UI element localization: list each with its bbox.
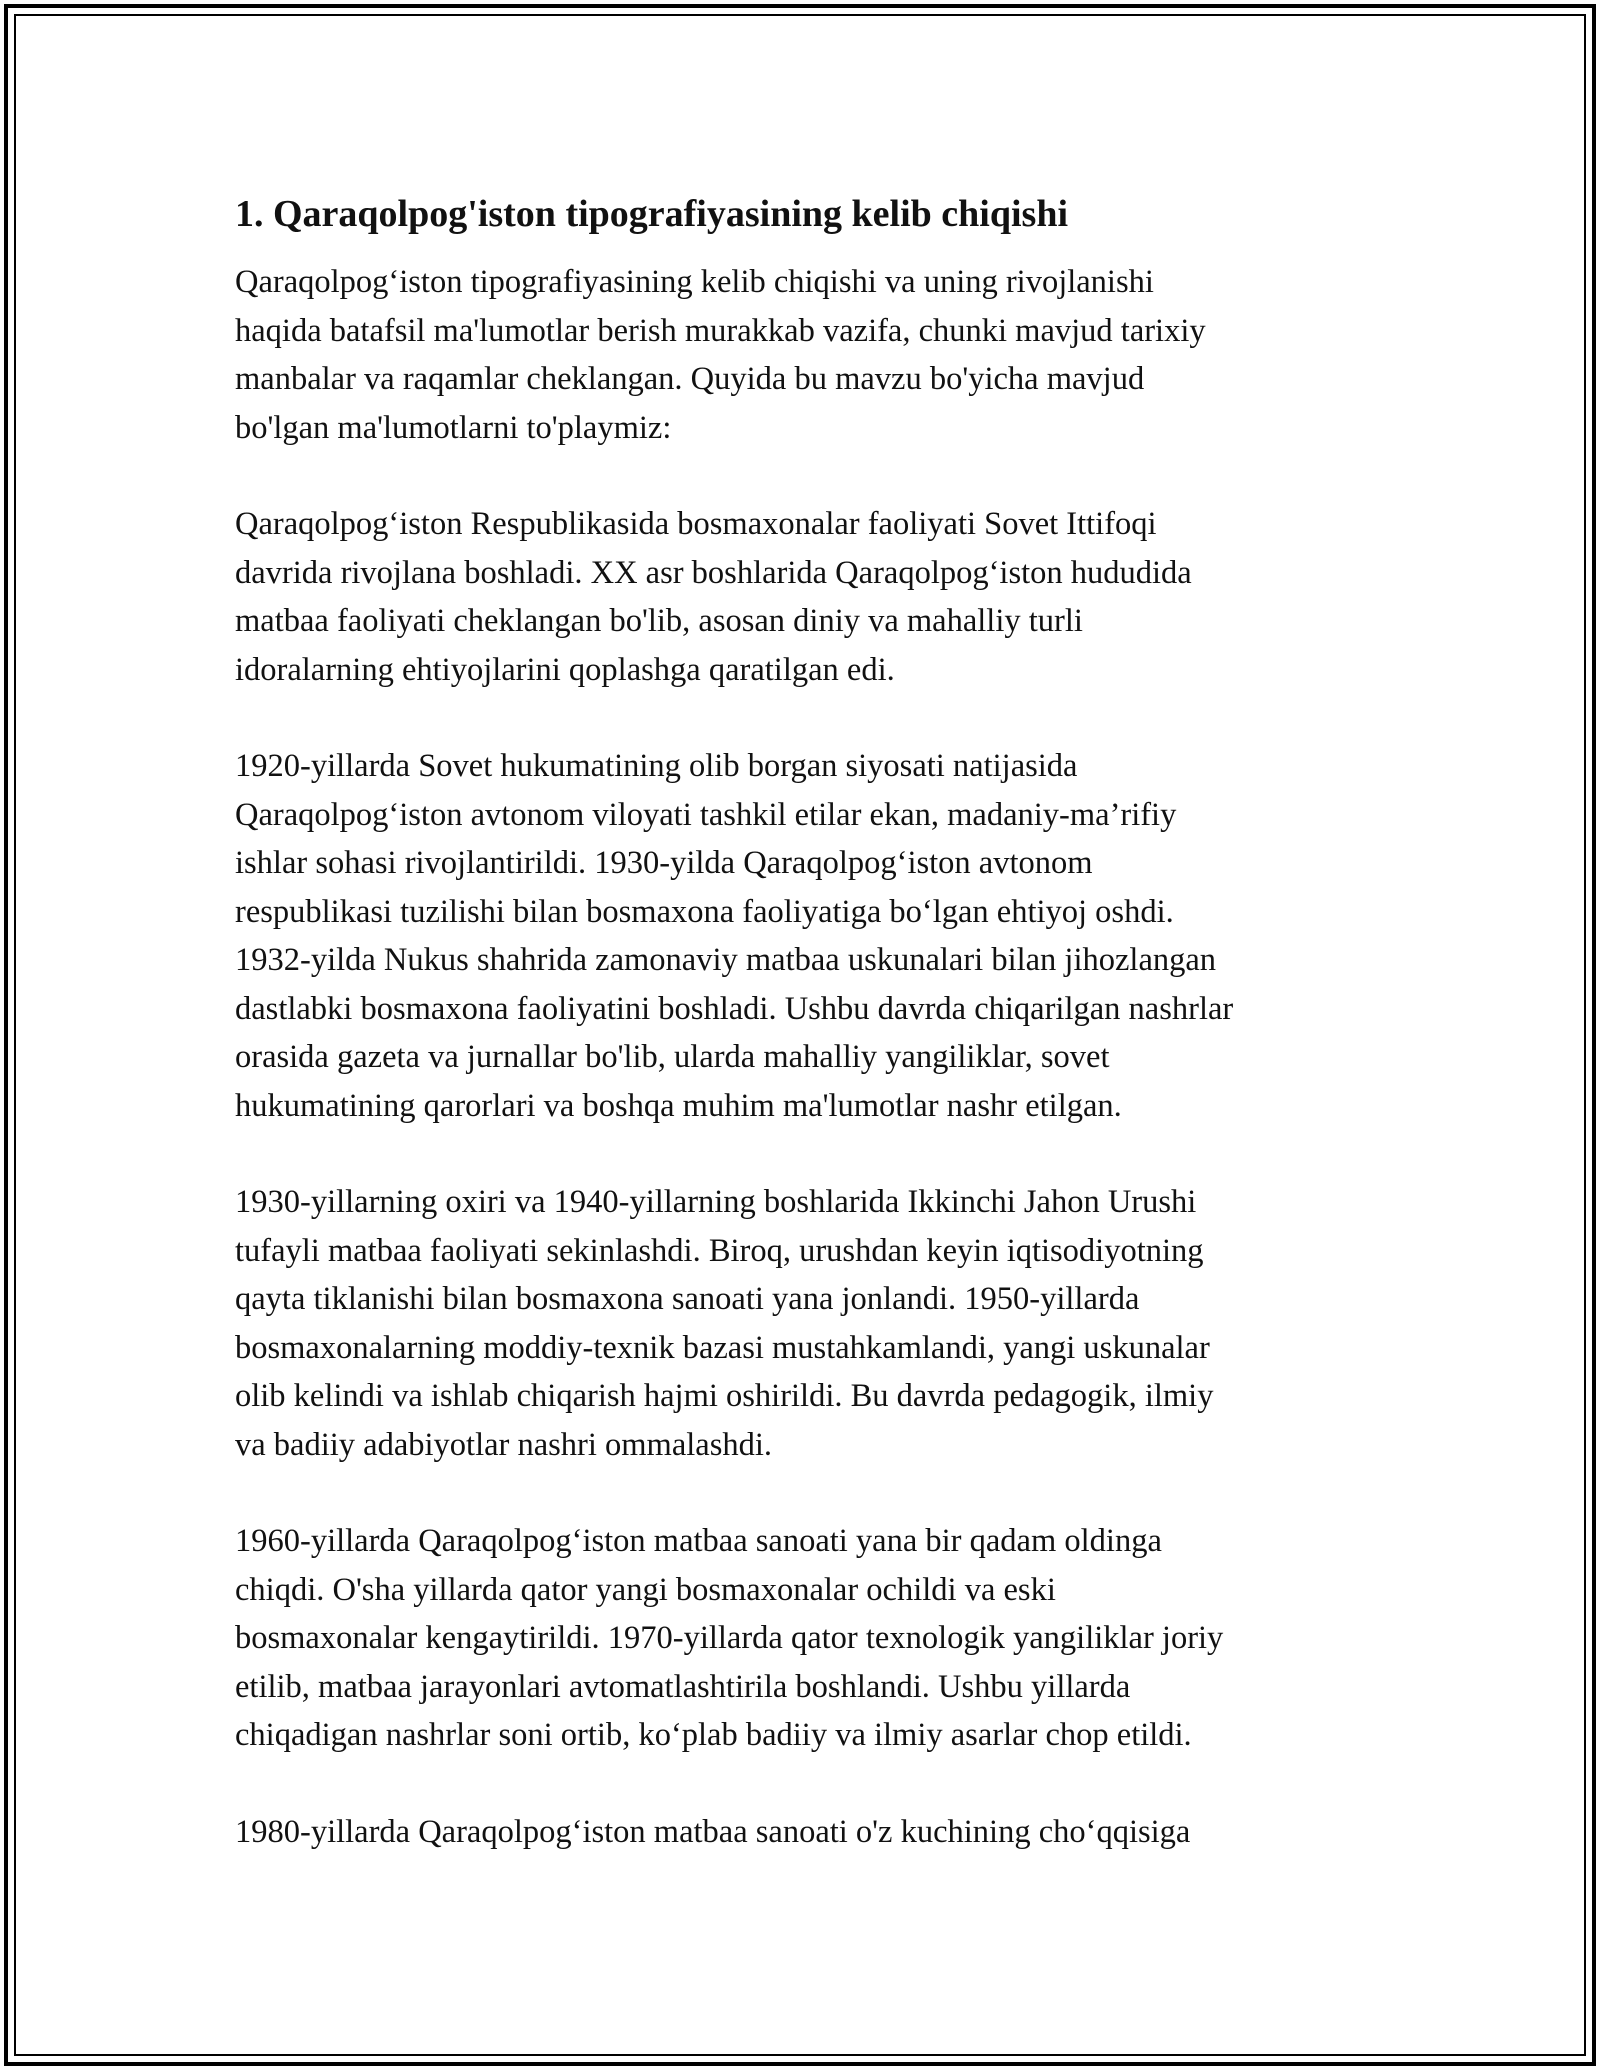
text-line: haqida batafsil ma'lumotlar berish murakkab vazifa, chunki mavjud tarixiy <box>235 312 1206 349</box>
text-line: idoralarning ehtiyojlarini qoplashga qaratilgan edi. <box>235 651 895 688</box>
text-line: chiqdi. O'sha yillarda qator yangi bosmaxonalar ochildi va eski <box>235 1571 1056 1608</box>
section-heading: 1. Qaraqolpog'iston tipografiyasining kelib chiqishi <box>235 193 1069 235</box>
text-line: respublikasi tuzilishi bilan bosmaxona faoliyatiga bo‘lgan ehtiyoj oshdi. <box>235 893 1174 930</box>
paragraph-1980s <box>235 1808 1370 1857</box>
text-line: bosmaxonalarning moddiy-texnik bazasi mustahkamlandi, yangi uskunalar <box>235 1329 1210 1366</box>
text-line: olib kelindi va ishlab chiqarish hajmi oshirildi. Bu davrda pedagogik, ilmiy <box>235 1378 1214 1414</box>
paragraph-1960s-1970s <box>235 1517 1370 1760</box>
text-line: bo'lgan ma'lumotlarni to'playmiz: <box>235 409 672 446</box>
paragraph-intro <box>235 258 1370 452</box>
document-body <box>235 190 1370 1904</box>
text-line: davrida rivojlana boshladi. XX asr boshlarida Qaraqolpog‘iston hududida <box>235 554 1192 591</box>
text-line: bosmaxonalar kengaytirildi. 1970-yillarda qator texnologik yangiliklar joriy <box>235 1620 1224 1656</box>
text-line: Qaraqolpog‘iston Respublikasida bosmaxonalar faoliyati Sovet Ittifoqi <box>235 506 1157 542</box>
text-line: 1980-yillarda Qaraqolpog‘iston matbaa sanoati o'z kuchining cho‘qqisiga <box>235 1813 1191 1850</box>
text-line: va badiiy adabiyotlar nashri ommalashdi. <box>235 1426 773 1463</box>
paragraph-1920s <box>235 742 1370 1130</box>
text-line: etilib, matbaa jarayonlari avtomatlashtirila boshlandi. Ushbu yillarda <box>235 1668 1131 1705</box>
text-line: hukumatining qarorlari va boshqa muhim ma'lumotlar nashr etilgan. <box>235 1087 1122 1124</box>
text-line: 1932-yilda Nukus shahrida zamonaviy matbaa uskunalari bilan jihozlangan <box>235 942 1217 978</box>
text-line: orasida gazeta va jurnallar bo'lib, ularda mahalliy yangiliklar, sovet <box>235 1039 1110 1075</box>
text-line: chiqadigan nashrlar soni ortib, ko‘plab badiiy va ilmiy asarlar chop etildi. <box>235 1717 1192 1753</box>
text-line: 1930-yillarning oxiri va 1940-yillarning boshlarida Ikkinchi Jahon Urushi <box>235 1184 1197 1220</box>
text-line: 1960-yillarda Qaraqolpog‘iston matbaa sanoati yana bir qadam oldinga <box>235 1523 1162 1559</box>
text-line: tufayli matbaa faoliyati sekinlashdi. Biroq, urushdan keyin iqtisodiyotning <box>235 1232 1204 1269</box>
text-line: dastlabki bosmaxona faoliyatini boshladi. Ushbu davrda chiqarilgan nashrlar <box>235 990 1234 1027</box>
text-line: 1920-yillarda Sovet hukumatining olib borgan siyosati natijasida <box>235 748 1078 784</box>
paragraph-1930s-1950s <box>235 1178 1370 1469</box>
text-line: ishlar sohasi rivojlantirildi. 1930-yilda Qaraqolpog‘iston avtonom <box>235 845 1093 881</box>
paragraph-soviet-era <box>235 500 1370 694</box>
text-line: matbaa faoliyati cheklangan bo'lib, asosan diniy va mahalliy turli <box>235 603 1083 639</box>
text-line: Qaraqolpog‘iston avtonom viloyati tashkil etilar ekan, madaniy-ma’rifiy <box>235 796 1177 833</box>
text-line: qayta tiklanishi bilan bosmaxona sanoati yana jonlandi. 1950-yillarda <box>235 1281 1140 1317</box>
text-line: Qaraqolpog‘iston tipografiyasining kelib chiqishi va uning rivojlanishi <box>235 264 1154 300</box>
text-line: manbalar va raqamlar cheklangan. Quyida bu mavzu bo'yicha mavjud <box>235 361 1145 397</box>
